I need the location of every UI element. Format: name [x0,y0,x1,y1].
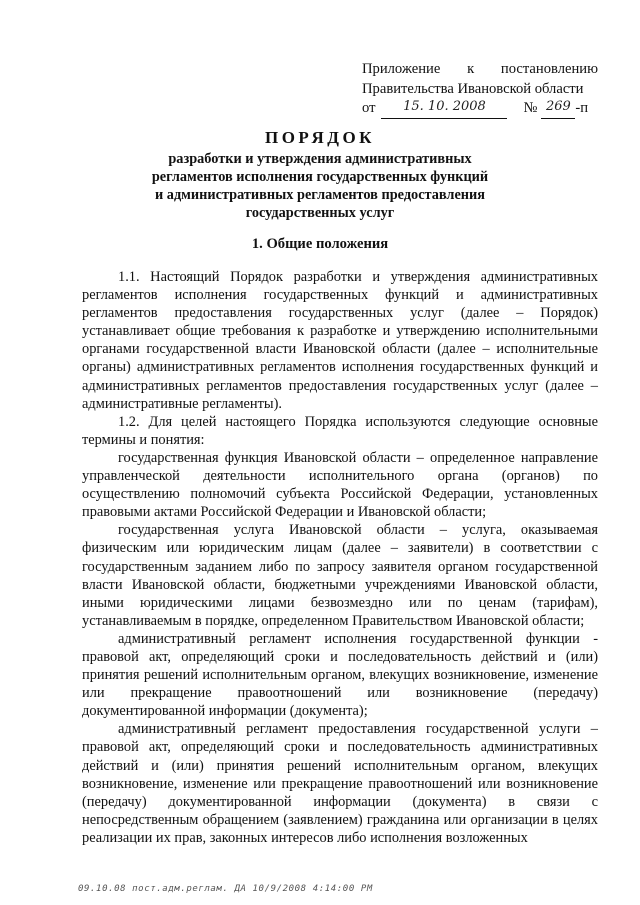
handwritten-date: 15. 10. 2008 [381,99,507,119]
appendix-line-2: Правительства Ивановской области [362,80,584,97]
handwritten-number: 269 [541,99,575,119]
definition-regulation-service: административный регламент предоставления государственной услуги – правовой акт, определяющий сроки и последовательность административных действий и (или) принятия решений исполнительным органом, влекущих возникновение, изменение или прекращение правоотношений или возникновение (передачу) документированной информации (документа) в связи с непосредственным обращением (заявлением) гражданина или организации в целях реализации их прав, законных интересов либо исполнения возложенных [82,721,598,846]
section-heading: 1. Общие положения [251,236,389,252]
definition-state-function: государственная функция Ивановской области – определенное направление управленческой деятельности исполнительного органа (органов) по осуществлению полномочий субъекта Российской Федерации, установленных правовыми актами Российской Федерации и Ивановской области; [82,449,598,521]
document-title: ПОРЯДОК [264,128,375,147]
paragraph-1-1: 1.1. Настоящий Порядок разработки и утверждения административных регламентов исполнения государственных функций и административных регламентов предоставления государственных услуг (далее – Порядок) устанавливает общие требования к разработке и утверждению исполнительными органами государственной власти Ивановской области (далее – исполнительные органы) административных регламентов исполнения государственных функций и административных регламентов предоставления государственных услуг (далее – административные регламенты). [82,269,598,412]
appendix-word-2: к [467,61,475,77]
from-label: от [362,100,376,116]
subtitle-line-4: государственных услуг [245,205,395,221]
subtitle-line-2: регламентов исполнения государственных функций [151,169,489,185]
definition-regulation-function: административный регламент исполнения государственной функции - правовой акт, определяющий сроки и последовательность действий и (или) принятия решений исполнительным органом, влекущих возникновение, изменение или прекращение правоотношений или возникновение (передачу) документированной информации (документа); [82,630,598,720]
subtitle-line-1: разработки и утверждения административных [168,151,472,167]
appendix-line-1 [362,60,598,80]
number-suffix: -п [575,100,589,116]
appendix-block [362,60,598,119]
appendix-word-3: постановлению [500,61,598,77]
appendix-line-3 [362,99,598,119]
number-label: № [523,100,538,116]
appendix-word-1: Приложение [362,61,441,77]
subtitle-line-3: и административных регламентов предоставления [154,187,486,203]
document-body [82,268,598,847]
definition-state-service: государственная услуга Ивановской области – услуга, оказываемая физическим или юридическим лицам (далее – заявители) в соответствии с государственным заданием либо по запросу заявителя органом государственной власти Ивановской области, бюджетными учреждениями Ивановской области, иными юридическими лицами безвозмездно или по ценам (тарифам), устанавливаемым в порядке, определенном Правительством Ивановской области; [82,522,598,629]
paragraph-1-2: 1.2. Для целей настоящего Порядка используются следующие основные термины и понятия: [82,413,598,448]
document-subtitle [60,150,580,222]
file-stamp: 09.10.08 пост.адм.реглам. ДА 10/9/2008 4:14:00 PM [78,884,373,894]
